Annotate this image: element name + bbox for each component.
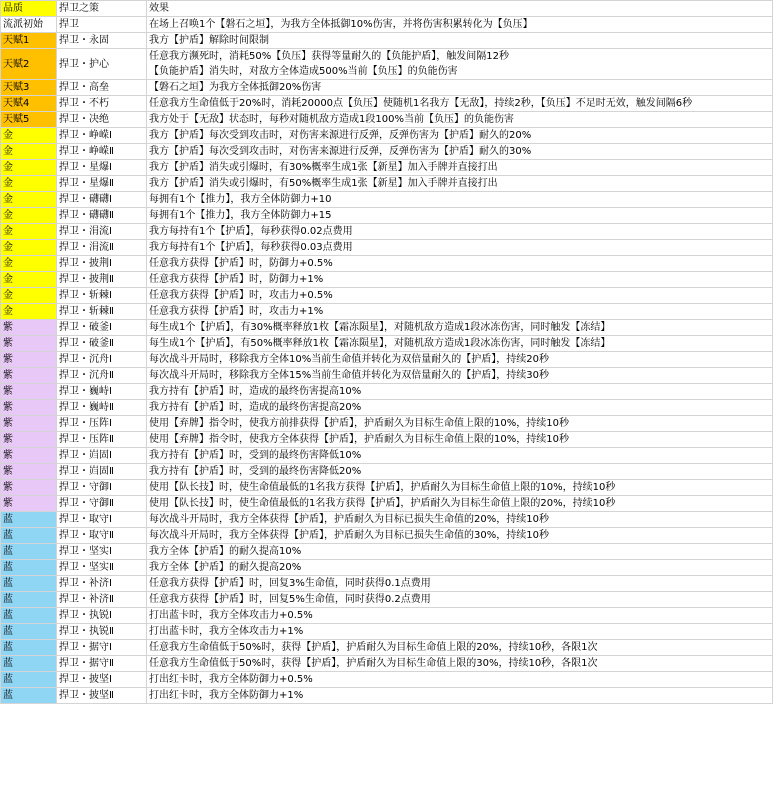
effect-cell[interactable]: 我方全体【护盾】的耐久提高10% <box>147 544 773 560</box>
header-effect[interactable]: 效果 <box>147 1 773 17</box>
quality-cell[interactable]: 蓝 <box>1 560 57 576</box>
table-row <box>1 448 773 464</box>
quality-cell[interactable]: 蓝 <box>1 528 57 544</box>
table-row <box>1 528 773 544</box>
name-cell[interactable]: 捍卫・峥嵘Ⅱ <box>57 144 147 160</box>
table-row <box>1 128 773 144</box>
table-row <box>1 49 773 80</box>
quality-cell[interactable]: 蓝 <box>1 624 57 640</box>
table-row <box>1 544 773 560</box>
effect-cell[interactable]: 每拥有1个【推力】，我方全体防御力+10 <box>147 192 773 208</box>
header-quality[interactable]: 品质 <box>1 1 57 17</box>
quality-cell[interactable]: 紫 <box>1 352 57 368</box>
name-cell[interactable]: 捍卫・披坚Ⅱ <box>57 688 147 704</box>
quality-cell[interactable]: 金 <box>1 128 57 144</box>
name-cell[interactable]: 捍卫・永固 <box>57 33 147 49</box>
quality-cell[interactable]: 天赋3 <box>1 80 57 96</box>
effect-cell[interactable]: 我方每持有1个【护盾】，每秒获得0.02点费用 <box>147 224 773 240</box>
effect-cell[interactable]: 每生成1个【护盾】，有30%概率释放1枚【霜冻陨星】，对随机敌方造成1段冰冻伤害，同时触发【冻结】 <box>147 320 773 336</box>
effect-cell[interactable]: 任意我方生命值低于20%时，消耗20000点【负压】使随机1名我方【无敌】，持续2秒，【负压】不足时无效，触发间隔6秒 <box>147 96 773 112</box>
effect-cell[interactable]: 任意我方获得【护盾】时，回复3%生命值，同时获得0.1点费用 <box>147 576 773 592</box>
quality-cell[interactable]: 紫 <box>1 448 57 464</box>
name-cell[interactable]: 捍卫・取守Ⅰ <box>57 512 147 528</box>
name-cell[interactable]: 捍卫・巍峙Ⅱ <box>57 400 147 416</box>
name-cell[interactable]: 捍卫・守御Ⅰ <box>57 480 147 496</box>
name-cell[interactable]: 捍卫・斩棘Ⅱ <box>57 304 147 320</box>
table-row <box>1 480 773 496</box>
table-row <box>1 432 773 448</box>
name-cell[interactable]: 捍卫・岿固Ⅱ <box>57 464 147 480</box>
table-row <box>1 208 773 224</box>
effect-cell[interactable]: 使用【队长技】时，使生命值最低的1名我方获得【护盾】，护盾耐久为目标生命值上限的20%，持续10秒 <box>147 496 773 512</box>
quality-cell[interactable]: 金 <box>1 240 57 256</box>
name-cell[interactable]: 捍卫・涓流Ⅱ <box>57 240 147 256</box>
name-cell[interactable]: 捍卫・礴礴Ⅰ <box>57 192 147 208</box>
table-row <box>1 336 773 352</box>
name-cell[interactable]: 捍卫・压阵Ⅱ <box>57 432 147 448</box>
effect-cell[interactable]: 任意我方获得【护盾】时，防御力+0.5% <box>147 256 773 272</box>
name-cell[interactable]: 捍卫・据守Ⅱ <box>57 656 147 672</box>
name-cell[interactable]: 捍卫・巍峙Ⅰ <box>57 384 147 400</box>
name-cell[interactable]: 捍卫 <box>57 17 147 33</box>
table-row <box>1 496 773 512</box>
name-cell[interactable]: 捍卫・坚实Ⅱ <box>57 560 147 576</box>
table-row <box>1 656 773 672</box>
quality-cell[interactable]: 紫 <box>1 480 57 496</box>
name-cell[interactable]: 捍卫・据守Ⅰ <box>57 640 147 656</box>
name-cell[interactable]: 捍卫・披荆Ⅱ <box>57 272 147 288</box>
effect-cell[interactable]: 我方持有【护盾】时，受到的最终伤害降低20% <box>147 464 773 480</box>
quality-cell[interactable]: 金 <box>1 176 57 192</box>
name-cell[interactable]: 捍卫・沉舟Ⅰ <box>57 352 147 368</box>
name-cell[interactable]: 捍卫・补济Ⅰ <box>57 576 147 592</box>
table-row <box>1 416 773 432</box>
name-cell[interactable]: 捍卫・破釜Ⅰ <box>57 320 147 336</box>
quality-cell[interactable]: 紫 <box>1 384 57 400</box>
quality-cell[interactable]: 蓝 <box>1 688 57 704</box>
effect-cell[interactable]: 我方每持有1个【护盾】，每秒获得0.03点费用 <box>147 240 773 256</box>
effect-cell[interactable]: 我方【护盾】消失或引爆时，有30%概率生成1张【新星】加入手牌并直接打出 <box>147 160 773 176</box>
effect-cell[interactable]: 打出蓝卡时，我方全体攻击力+1% <box>147 624 773 640</box>
effect-cell[interactable]: 任意我方获得【护盾】时，回复5%生命值，同时获得0.2点费用 <box>147 592 773 608</box>
table-row <box>1 80 773 96</box>
quality-cell[interactable]: 天赋1 <box>1 33 57 49</box>
quality-cell[interactable]: 金 <box>1 160 57 176</box>
name-cell[interactable]: 捍卫・沉舟Ⅱ <box>57 368 147 384</box>
effect-cell[interactable]: 每生成1个【护盾】，有50%概率释放1枚【霜冻陨星】，对随机敌方造成1段冰冻伤害，同时触发【冻结】 <box>147 336 773 352</box>
quality-cell[interactable]: 紫 <box>1 464 57 480</box>
effect-cell[interactable]: 任意我方获得【护盾】时，攻击力+0.5% <box>147 288 773 304</box>
table-row <box>1 176 773 192</box>
quality-cell[interactable]: 紫 <box>1 336 57 352</box>
name-cell[interactable]: 捍卫・补济Ⅱ <box>57 592 147 608</box>
table-row <box>1 256 773 272</box>
name-cell[interactable]: 捍卫・峥嵘Ⅰ <box>57 128 147 144</box>
table-row <box>1 240 773 256</box>
table-row <box>1 640 773 656</box>
effect-cell[interactable]: 任意我方获得【护盾】时，防御力+1% <box>147 272 773 288</box>
header-row <box>1 1 773 17</box>
name-cell[interactable]: 捍卫・不朽 <box>57 96 147 112</box>
quality-cell[interactable]: 蓝 <box>1 672 57 688</box>
effect-cell[interactable]: 每次战斗开局时，移除我方全体15%当前生命值并转化为双倍量耐久的【护盾】，持续30秒 <box>147 368 773 384</box>
effect-cell[interactable]: 任意我方生命值低于50%时，获得【护盾】，护盾耐久为目标生命值上限的20%，持续10秒，各限1次 <box>147 640 773 656</box>
name-cell[interactable]: 捍卫・披荆Ⅰ <box>57 256 147 272</box>
effect-cell[interactable]: 任意我方生命值低于50%时，获得【护盾】，护盾耐久为目标生命值上限的30%，持续10秒，各限1次 <box>147 656 773 672</box>
table-row <box>1 560 773 576</box>
name-cell[interactable]: 捍卫・护心 <box>57 49 147 80</box>
table-row <box>1 368 773 384</box>
effect-cell[interactable]: 每次战斗开局时，我方全体获得【护盾】，护盾耐久为目标已损失生命值的30%，持续10秒 <box>147 528 773 544</box>
quality-cell[interactable]: 蓝 <box>1 544 57 560</box>
effect-cell[interactable]: 任意我方获得【护盾】时，攻击力+1% <box>147 304 773 320</box>
quality-cell[interactable]: 金 <box>1 192 57 208</box>
table-row <box>1 112 773 128</box>
effect-cell[interactable]: 任意我方濒死时，消耗50%【负压】获得等量耐久的【负能护盾】，触发间隔12秒 【负能护盾】消失时，对敌方全体造成500%当前【负压】的负能伤害 <box>147 49 773 80</box>
quality-cell[interactable]: 金 <box>1 208 57 224</box>
table-row <box>1 688 773 704</box>
quality-cell[interactable]: 金 <box>1 272 57 288</box>
name-cell[interactable]: 捍卫・执锐Ⅰ <box>57 608 147 624</box>
effect-cell[interactable]: 我方【护盾】每次受到攻击时，对伤害来源进行反弹，反弹伤害为【护盾】耐久的30% <box>147 144 773 160</box>
name-cell[interactable]: 捍卫・坚实Ⅰ <box>57 544 147 560</box>
effect-cell[interactable]: 我方【护盾】每次受到攻击时，对伤害来源进行反弹，反弹伤害为【护盾】耐久的20% <box>147 128 773 144</box>
quality-cell[interactable]: 紫 <box>1 368 57 384</box>
quality-cell[interactable]: 金 <box>1 304 57 320</box>
effect-cell[interactable]: 我方处于【无敌】状态时，每秒对随机敌方造成1段100%当前【负压】的负能伤害 <box>147 112 773 128</box>
table-row <box>1 320 773 336</box>
table-body <box>1 17 773 704</box>
name-cell[interactable]: 捍卫・高垒 <box>57 80 147 96</box>
quality-cell[interactable]: 紫 <box>1 400 57 416</box>
name-cell[interactable]: 捍卫・星爆Ⅰ <box>57 160 147 176</box>
quality-cell[interactable]: 蓝 <box>1 592 57 608</box>
quality-cell[interactable]: 蓝 <box>1 576 57 592</box>
quality-cell[interactable]: 天赋5 <box>1 112 57 128</box>
effect-cell[interactable]: 每次战斗开局时，我方全体获得【护盾】，护盾耐久为目标已损失生命值的20%，持续10秒 <box>147 512 773 528</box>
name-cell[interactable]: 捍卫・披坚Ⅰ <box>57 672 147 688</box>
effect-cell[interactable]: 【磐石之垣】为我方全体抵御20%伤害 <box>147 80 773 96</box>
name-cell[interactable]: 捍卫・涓流Ⅰ <box>57 224 147 240</box>
table-row <box>1 192 773 208</box>
header-name[interactable]: 捍卫之策 <box>57 1 147 17</box>
table-row <box>1 608 773 624</box>
table-row <box>1 672 773 688</box>
name-cell[interactable]: 捍卫・执锐Ⅱ <box>57 624 147 640</box>
effect-cell[interactable]: 使用【弃牌】指令时，使我方前排获得【护盾】，护盾耐久为目标生命值上限的10%，持续10秒 <box>147 416 773 432</box>
effect-cell[interactable]: 我方全体【护盾】的耐久提高20% <box>147 560 773 576</box>
name-cell[interactable]: 捍卫・斩棘Ⅰ <box>57 288 147 304</box>
table-row <box>1 33 773 49</box>
quality-cell[interactable]: 蓝 <box>1 608 57 624</box>
table-row <box>1 144 773 160</box>
quality-cell[interactable]: 金 <box>1 144 57 160</box>
quality-cell[interactable]: 天赋4 <box>1 96 57 112</box>
table-row <box>1 96 773 112</box>
name-cell[interactable]: 捍卫・礴礴Ⅱ <box>57 208 147 224</box>
quality-cell[interactable]: 流派初始 <box>1 17 57 33</box>
name-cell[interactable]: 捍卫・压阵Ⅰ <box>57 416 147 432</box>
table-row <box>1 400 773 416</box>
quality-cell[interactable]: 金 <box>1 288 57 304</box>
name-cell[interactable]: 捍卫・星爆Ⅱ <box>57 176 147 192</box>
name-cell[interactable]: 捍卫・破釜Ⅱ <box>57 336 147 352</box>
effect-cell[interactable]: 每次战斗开局时，移除我方全体10%当前生命值并转化为双倍量耐久的【护盾】，持续20秒 <box>147 352 773 368</box>
quality-cell[interactable]: 紫 <box>1 432 57 448</box>
table-row <box>1 288 773 304</box>
effect-cell[interactable]: 打出红卡时，我方全体防御力+1% <box>147 688 773 704</box>
quality-cell[interactable]: 紫 <box>1 416 57 432</box>
quality-cell[interactable]: 金 <box>1 224 57 240</box>
quality-cell[interactable]: 蓝 <box>1 512 57 528</box>
table-row <box>1 592 773 608</box>
effect-cell[interactable]: 我方持有【护盾】时，受到的最终伤害降低10% <box>147 448 773 464</box>
table-row <box>1 576 773 592</box>
table-row <box>1 384 773 400</box>
table-row <box>1 464 773 480</box>
effect-cell[interactable]: 我方【护盾】消失或引爆时，有50%概率生成1张【新星】加入手牌并直接打出 <box>147 176 773 192</box>
table-row <box>1 304 773 320</box>
effect-cell[interactable]: 打出红卡时，我方全体防御力+0.5% <box>147 672 773 688</box>
table-row <box>1 272 773 288</box>
effect-cell[interactable]: 使用【队长技】时，使生命值最低的1名我方获得【护盾】，护盾耐久为目标生命值上限的10%，持续10秒 <box>147 480 773 496</box>
name-cell[interactable]: 捍卫・取守Ⅱ <box>57 528 147 544</box>
table-row <box>1 160 773 176</box>
effect-cell[interactable]: 使用【弃牌】指令时，使我方全体获得【护盾】，护盾耐久为目标生命值上限的10%，持续10秒 <box>147 432 773 448</box>
effect-cell[interactable]: 在场上召唤1个【磐石之垣】，为我方全体抵御10%伤害，并将伤害积累转化为【负压】 <box>147 17 773 33</box>
name-cell[interactable]: 捍卫・决绝 <box>57 112 147 128</box>
table-row <box>1 512 773 528</box>
quality-cell[interactable]: 紫 <box>1 320 57 336</box>
effect-cell[interactable]: 每拥有1个【推力】，我方全体防御力+15 <box>147 208 773 224</box>
quality-cell[interactable]: 金 <box>1 256 57 272</box>
effect-cell[interactable]: 我方【护盾】解除时间限制 <box>147 33 773 49</box>
effect-cell[interactable]: 我方持有【护盾】时，造成的最终伤害提高20% <box>147 400 773 416</box>
table-row <box>1 624 773 640</box>
quality-cell[interactable]: 蓝 <box>1 640 57 656</box>
table-row <box>1 224 773 240</box>
name-cell[interactable]: 捍卫・守御Ⅱ <box>57 496 147 512</box>
table-row <box>1 17 773 33</box>
quality-cell[interactable]: 紫 <box>1 496 57 512</box>
effect-cell[interactable]: 我方持有【护盾】时，造成的最终伤害提高10% <box>147 384 773 400</box>
effect-cell[interactable]: 打出蓝卡时，我方全体攻击力+0.5% <box>147 608 773 624</box>
quality-cell[interactable]: 蓝 <box>1 656 57 672</box>
table-row <box>1 352 773 368</box>
quality-cell[interactable]: 天赋2 <box>1 49 57 80</box>
name-cell[interactable]: 捍卫・岿固Ⅰ <box>57 448 147 464</box>
